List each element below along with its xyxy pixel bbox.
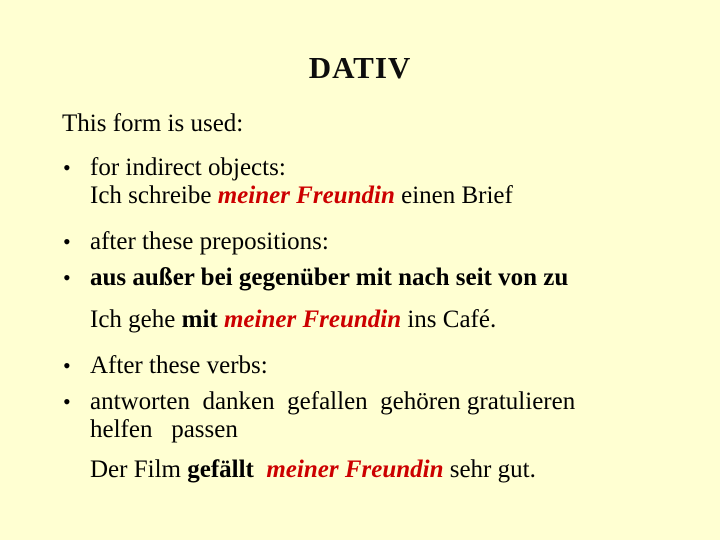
bullet-icon: • [63, 265, 71, 290]
bullet-item-preposition-list [0, 264, 720, 292]
example-text: einen Brief [394, 182, 513, 209]
slide-title: DATIV [308, 50, 412, 85]
example-sentence-verbs [0, 456, 720, 484]
bullet-icon: • [63, 353, 71, 378]
bullet-label: for indirect objects: [90, 154, 286, 181]
dative-highlight: meiner Freundin [223, 306, 402, 333]
bullet-label: after these prepositions: [90, 228, 329, 255]
example-sentence-indirect-objects [0, 182, 720, 210]
example-text: ins Café. [401, 306, 497, 333]
bullet-icon: • [63, 155, 71, 180]
bullet-label: After these verbs: [90, 352, 268, 379]
example-text: Ich schreibe [90, 182, 218, 209]
verb-list [90, 388, 575, 444]
example-text: Der Film [90, 456, 188, 483]
verb-list-line1: antworten danken gefallen gehören gratulieren [90, 388, 576, 415]
bullet-item-verb-list [0, 388, 720, 444]
example-bold-word: mit [181, 306, 218, 333]
example-sentence-prepositions [0, 306, 720, 334]
verb-list-line2: helfen passen [90, 416, 238, 443]
preposition-list: aus außer bei gegenüber mit nach seit von zu [90, 264, 569, 291]
dative-highlight: meiner Freundin [217, 182, 395, 209]
example-text: Ich gehe [90, 306, 182, 333]
bullet-item-verbs [0, 352, 720, 380]
bullet-icon: • [63, 229, 71, 254]
example-text: sehr gut. [443, 456, 536, 483]
dative-highlight: meiner Freundin [266, 456, 444, 483]
intro-text: This form is used: [62, 110, 244, 137]
example-bold-word: gefällt [187, 456, 254, 483]
bullet-item-indirect-objects [0, 154, 720, 182]
example-separator [254, 456, 267, 483]
bullet-item-prepositions [0, 228, 720, 256]
bullet-icon: • [63, 389, 71, 414]
